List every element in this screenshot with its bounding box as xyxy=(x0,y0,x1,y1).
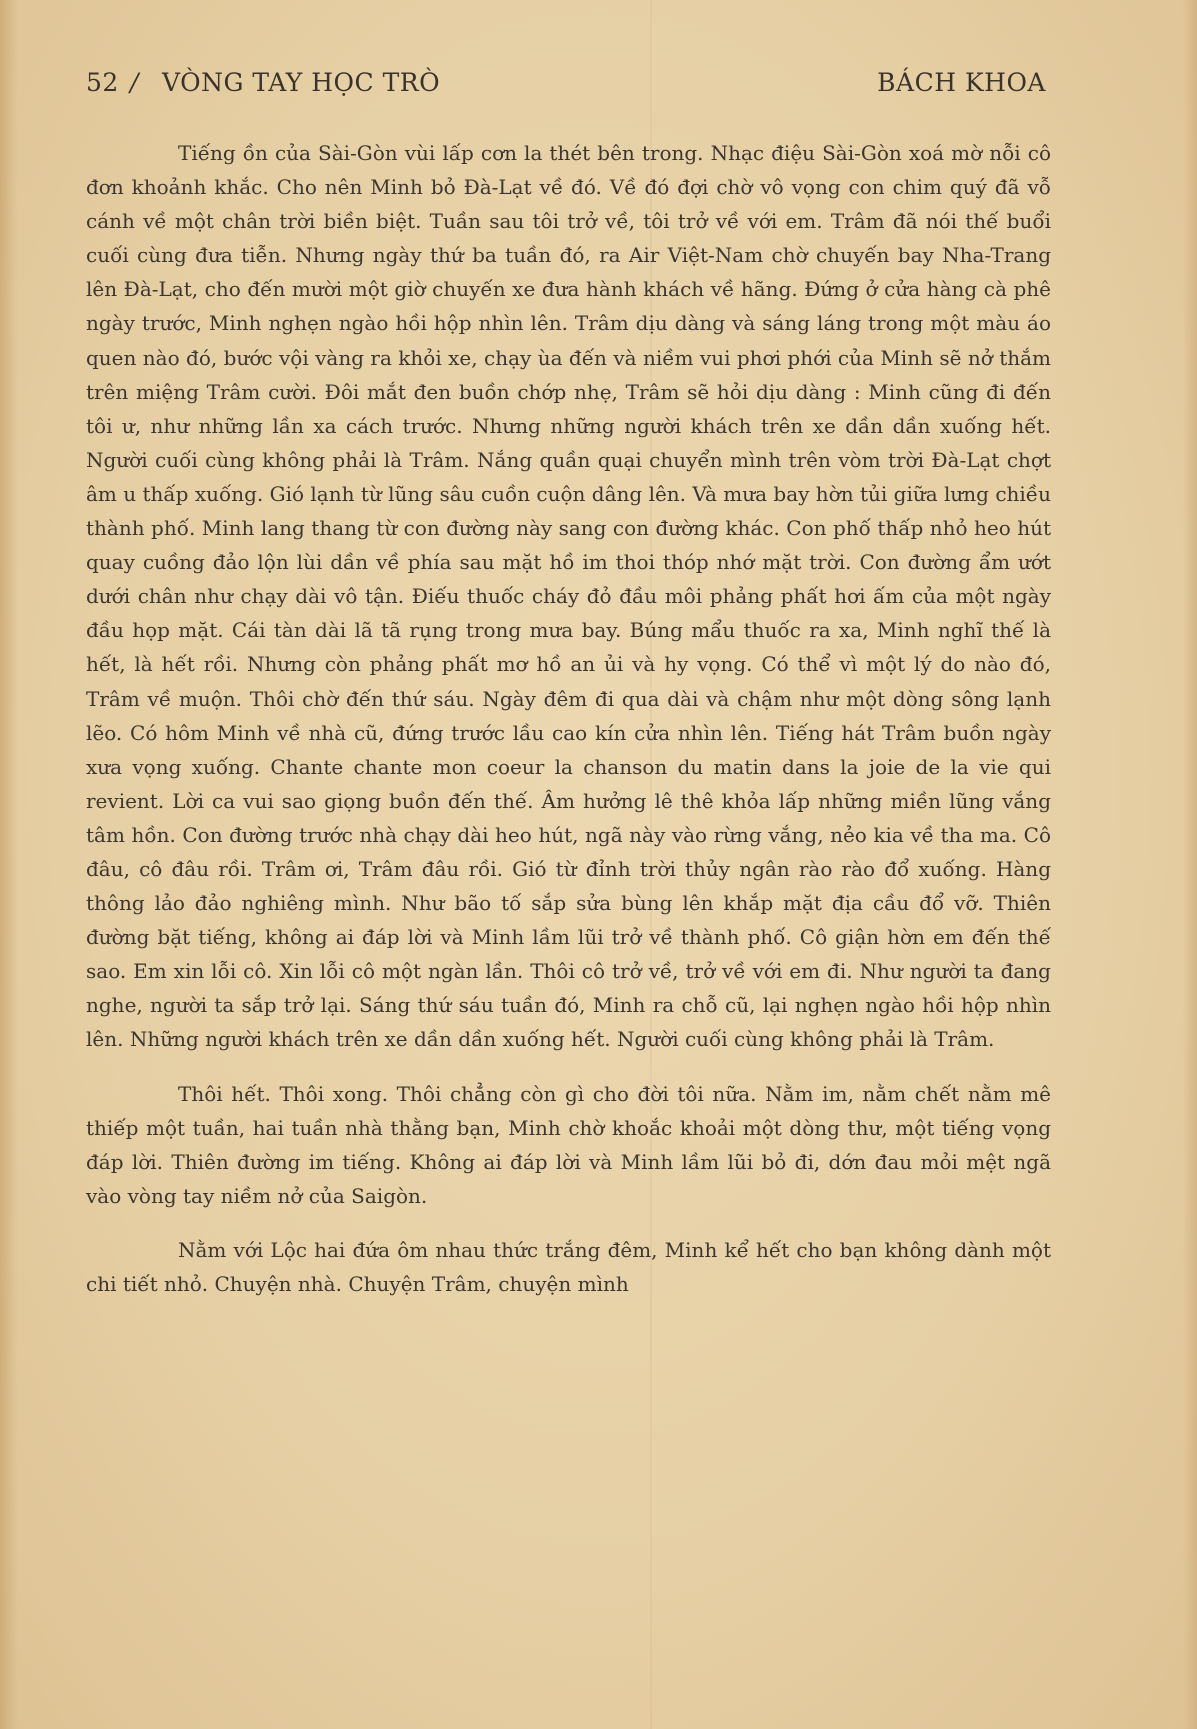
page-edge-left xyxy=(0,0,18,1729)
running-header xyxy=(86,68,1046,108)
book-title: VÒNG TAY HỌC TRÒ xyxy=(162,68,441,97)
paragraph: Nằm với Lộc hai đứa ôm nhau thức trắng đêm, Minh kể hết cho bạn không dành một chi tiết nhỏ. Chuyện nhà. Chuyện Trâm, chuyện mình xyxy=(86,1237,1051,1296)
magazine-name: BÁCH KHOA xyxy=(877,68,1046,97)
page-number: 52 xyxy=(86,68,119,97)
header-separator: / xyxy=(130,68,139,97)
page-edge-right xyxy=(1183,0,1197,1729)
body-text xyxy=(86,136,1051,1321)
paragraph: Thôi hết. Thôi xong. Thôi chẳng còn gì cho đời tôi nữa. Nằm im, nằm chết nằm mê thiếp một tuần, hai tuần nhà thằng bạn, Minh chờ khoắc khoải một dòng thư, một tiếng vọng đáp lời. Thiên đường im tiếng. Không ai đáp lời và Minh lầm lũi bỏ đi, dớn đau mỏi mệt ngã vào vòng tay niềm nở của Saigòn. xyxy=(86,1081,1051,1208)
paragraph: Tiếng ồn của Sài-Gòn vùi lấp cơn la thét bên trong. Nhạc điệu Sài-Gòn xoá mờ nỗi cô đơn khoảnh khắc. Cho nên Minh bỏ Đà-Lạt về đó. Về đó đợi chờ vô vọng con chim quý đã vỗ cánh về một chân trời biền biệt. Tuần sau tôi trở về, tôi trở về với em. Trâm đã nói thế buổi cuối cùng đưa tiễn. Nhưng ngày thứ ba tuần đó, ra Air Việt-Nam chờ chuyến bay Nha-Trang lên Đà-Lạt, cho đến mười một giờ chuyến xe đưa hành khách về hãng. Đứng ở cửa hàng cà phê ngày trước, Minh nghẹn ngào hồi hộp nhìn lên. Trâm dịu dàng và sáng láng trong một màu áo quen nào đó, bước vội vàng ra khỏi xe, chạy ùa đến và niềm vui phơi phới của Minh sẽ nở thắm trên miệng Trâm cười. Đôi mắt đen buồn chớp nhẹ, Trâm sẽ hỏi dịu dàng : Minh cũng đi đến tôi ư, như những lần xa cách trước. Nhưng những người khách trên xe dần dần xuống hết. Người cuối cùng không phải là Trâm. Nắng quần quại chuyển mình trên vòm trời Đà-Lạt chợt âm u thấp xuống. Gió lạnh từ lũng sâu cuồn cuộn dâng lên. Và mưa bay hờn tủi giữa lưng chiều thành phố. Minh lang thang từ con đường này sang con đường khác. Con phố thấp nhỏ heo hút quay cuồng đảo lộn lùi dần về phía sau mặt hồ im thoi thóp nhớ mặt trời. Con đường ẩm ướt dưới chân như chạy dài vô tận. Điếu thuốc cháy đỏ đầu môi phảng phất hơi ấm của một ngày đầu họp mặt. Cái tàn dài lã tã rụng trong mưa bay. Búng mẩu thuốc ra xa, Minh nghĩ thế là hết, là hết rồi. Nhưng còn phảng phất mơ hồ an ủi và hy vọng. Có thể vì một lý do nào đó, Trâm về muộn. Thôi chờ đến thứ sáu. Ngày đêm đi qua dài và chậm như một dòng sông lạnh lẽo. Có hôm Minh về nhà cũ, đứng trước lầu cao kín cửa nhìn lên. Tiếng hát Trâm buồn ngày xưa vọng xuống. Chante chante mon coeur la chanson du matin dans la joie de la vie qui revient. Lời ca vui sao giọng buồn đến thế. Âm hưởng lê thê khỏa lấp những miền lũng vắng tâm hồn. Con đường trước nhà chạy dài heo hút, ngã này vào rừng vắng, nẻo kia về tha ma. Cô đâu, cô đâu rồi. Trâm ơi, Trâm đâu rồi. Gió từ đỉnh trời thủy ngân rào rào đổ xuống. Hàng thông lảo đảo nghiêng mình. Như bão tố sắp sửa bùng lên khắp mặt địa cầu đổ vỡ. Thiên đường bặt tiếng, không ai đáp lời và Minh lầm lũi trở về thành phố. Cô giận hờn em đến thế sao. Em xin lỗi cô. Xin lỗi cô một ngàn lần. Thôi cô trở về, trở về với em đi. Như người ta đang nghe, người ta sắp trở lại. Sáng thứ sáu tuần đó, Minh ra chỗ cũ, lại nghẹn ngào hồi hộp nhìn lên. Những người khách trên xe dần dần xuống hết. Người cuối cùng không phải là Trâm. xyxy=(86,141,1051,1052)
